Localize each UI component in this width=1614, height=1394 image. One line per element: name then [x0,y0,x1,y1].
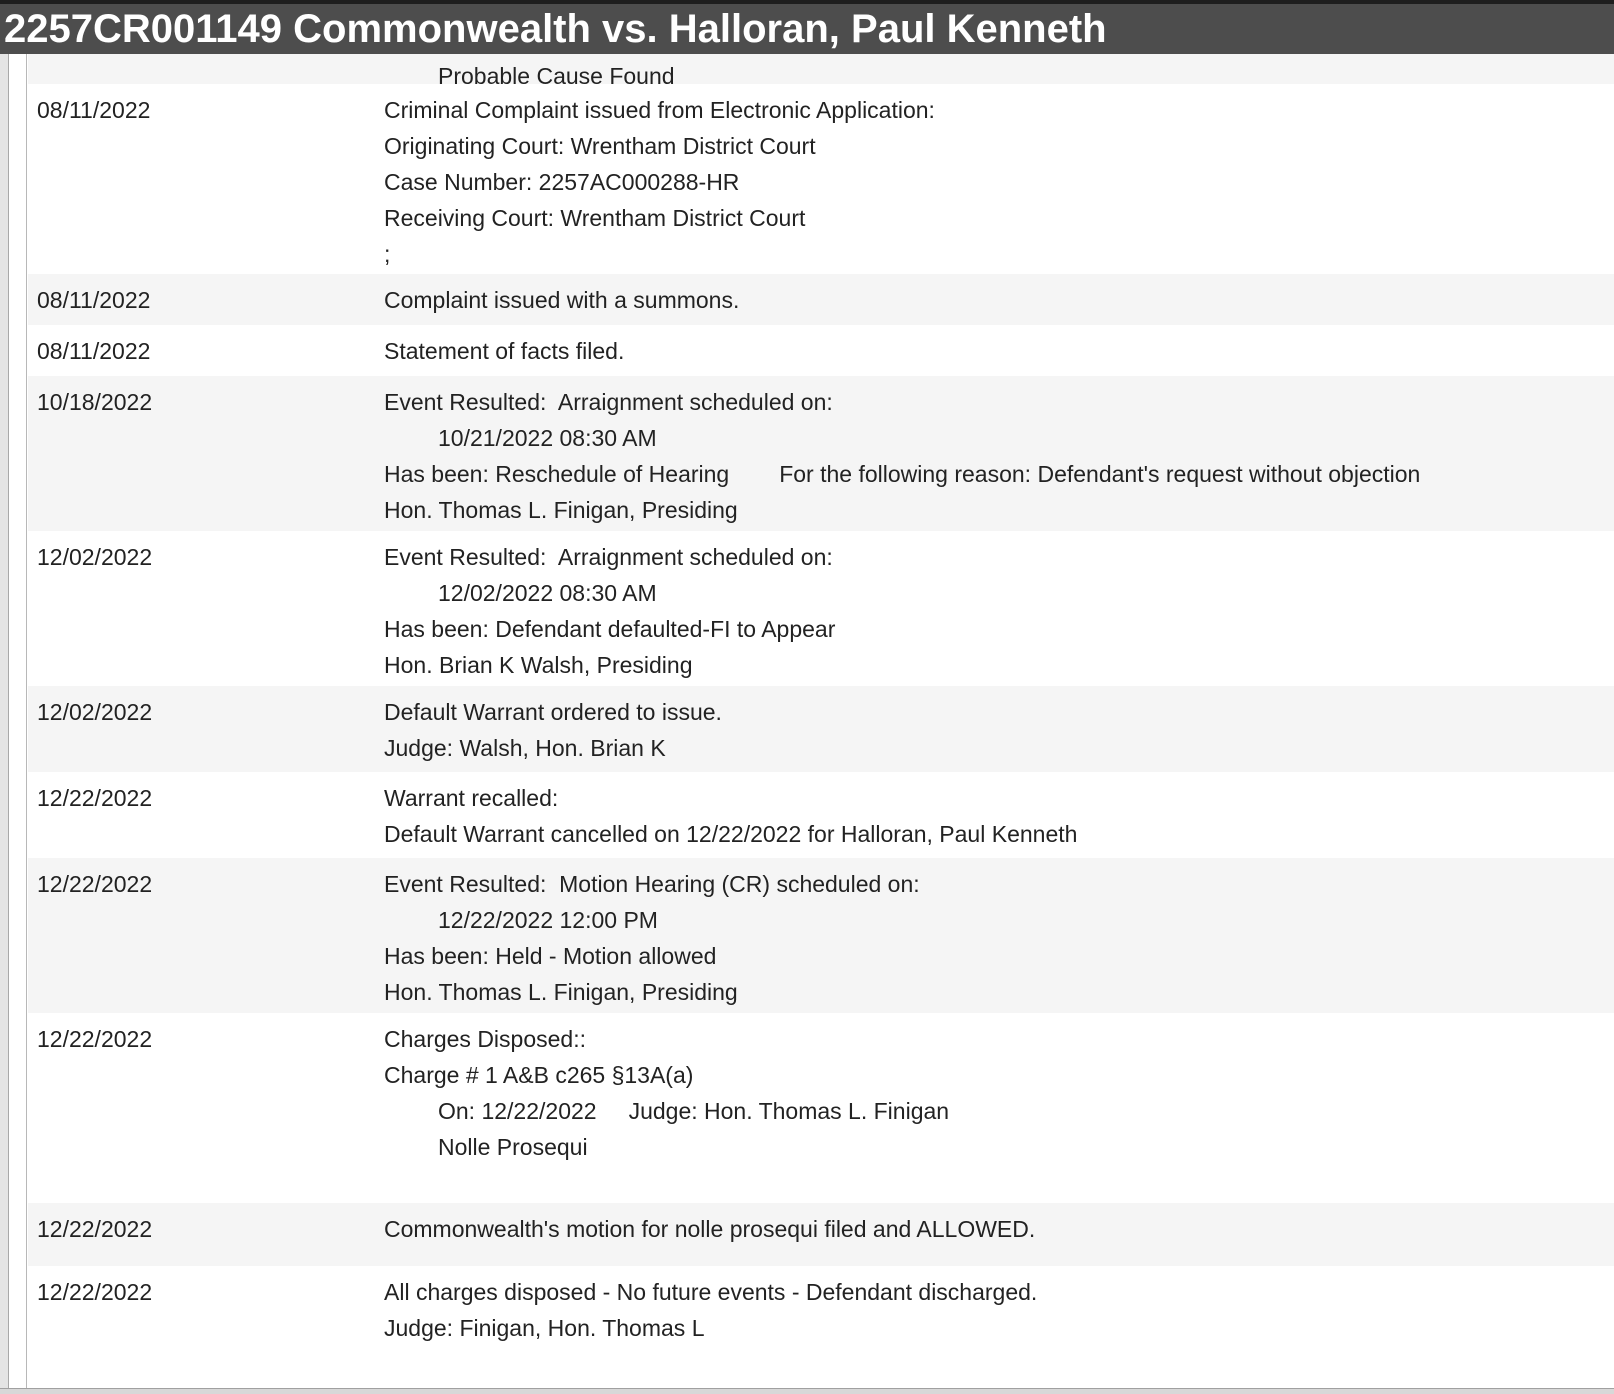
desc-segment: Has been: Reschedule of Hearing [384,461,730,487]
docket-date: 08/11/2022 [37,287,151,313]
desc-line: Has been: Held - Motion allowed [384,943,717,969]
desc-line: Probable Cause Found [438,63,675,89]
desc-line: Receiving Court: Wrentham District Court [384,205,806,231]
desc-line: Charge # 1 A&B c265 §13A(a) [384,1062,694,1088]
desc-line: 12/02/2022 08:30 AM [438,580,657,606]
docket-row [28,858,1614,1013]
docket-date: 10/18/2022 [37,389,153,415]
desc-line: 12/22/2022 12:00 PM [438,907,658,933]
desc-segment: On: 12/22/2022 [438,1098,597,1124]
desc-line: Commonwealth's motion for nolle prosequi filed and ALLOWED. [384,1216,1036,1242]
docket-description [384,539,1614,683]
desc-line: Hon. Thomas L. Finigan, Presiding [384,497,738,523]
desc-line: Criminal Complaint issued from Electronic Application: [384,97,935,123]
desc-line: Judge: Finigan, Hon. Thomas L [384,1315,705,1341]
desc-line: Case Number: 2257AC000288-HR [384,169,740,195]
docket-description [384,333,1614,369]
docket-date: 12/22/2022 [37,1026,153,1052]
docket-row [28,1013,1614,1203]
docket-row [28,376,1614,531]
desc-line: 10/21/2022 08:30 AM [438,425,657,451]
docket-row [28,84,1614,274]
desc-line: Event Resulted: Arraignment scheduled on: [384,389,833,415]
desc-line: Default Warrant ordered to issue. [384,699,722,725]
docket-row [28,772,1614,858]
desc-segment: Judge: Hon. Thomas L. Finigan [628,1098,950,1124]
docket-row [28,1266,1614,1356]
docket-description [384,1211,1614,1247]
docket-row [28,274,1614,325]
docket-row [28,54,1614,89]
desc-line: Judge: Walsh, Hon. Brian K [384,735,666,761]
desc-line: Statement of facts filed. [384,338,625,364]
docket-description [384,1274,1614,1346]
docket-date: 08/11/2022 [37,97,151,123]
desc-line: Default Warrant cancelled on 12/22/2022 for Halloran, Paul Kenneth [384,821,1078,847]
desc-line: Event Resulted: Arraignment scheduled on: [384,544,833,570]
desc-line: Complaint issued with a summons. [384,287,740,313]
docket-row [28,531,1614,686]
docket-date: 12/02/2022 [37,544,153,570]
docket-description [384,282,1614,318]
desc-line: ; [384,241,391,267]
docket-date: 12/22/2022 [37,871,153,897]
desc-line: All charges disposed - No future events - Defendant discharged. [384,1279,1038,1305]
docket-description [384,866,1614,1010]
desc-line: Hon. Brian K Walsh, Presiding [384,652,693,678]
desc-line: Originating Court: Wrentham District Court [384,133,816,159]
docket-date: 12/22/2022 [37,1216,153,1242]
frame-bottom-edge [0,1388,1614,1394]
docket-description [384,384,1614,528]
window-title: 2257CR001149 Commonwealth vs. Halloran, Paul Kenneth [0,0,1614,54]
left-gutter [10,54,27,1394]
desc-line [384,456,1614,492]
docket-row [28,325,1614,376]
docket-date: 12/22/2022 [37,785,153,811]
desc-line: Nolle Prosequi [438,1134,588,1160]
left-frame-border [0,54,9,1394]
docket-description [384,780,1614,852]
desc-line: Hon. Thomas L. Finigan, Presiding [384,979,738,1005]
docket-frame[interactable] [0,54,1614,1394]
desc-line [384,1093,1614,1129]
desc-line: Warrant recalled: [384,785,559,811]
docket-description [384,694,1614,766]
desc-segment: For the following reason: Defendant's request without objection [779,461,1421,487]
desc-line: Event Resulted: Motion Hearing (CR) scheduled on: [384,871,920,897]
docket-row [28,1203,1614,1266]
docket-description [384,92,1614,272]
docket-entries [28,54,1614,1356]
desc-line: Has been: Defendant defaulted-FI to Appear [384,616,836,642]
desc-line: Charges Disposed:: [384,1026,586,1052]
docket-date: 12/22/2022 [37,1279,153,1305]
docket-row [28,686,1614,772]
docket-date: 12/02/2022 [37,699,153,725]
docket-description [384,1021,1614,1165]
docket-date: 08/11/2022 [37,338,151,364]
